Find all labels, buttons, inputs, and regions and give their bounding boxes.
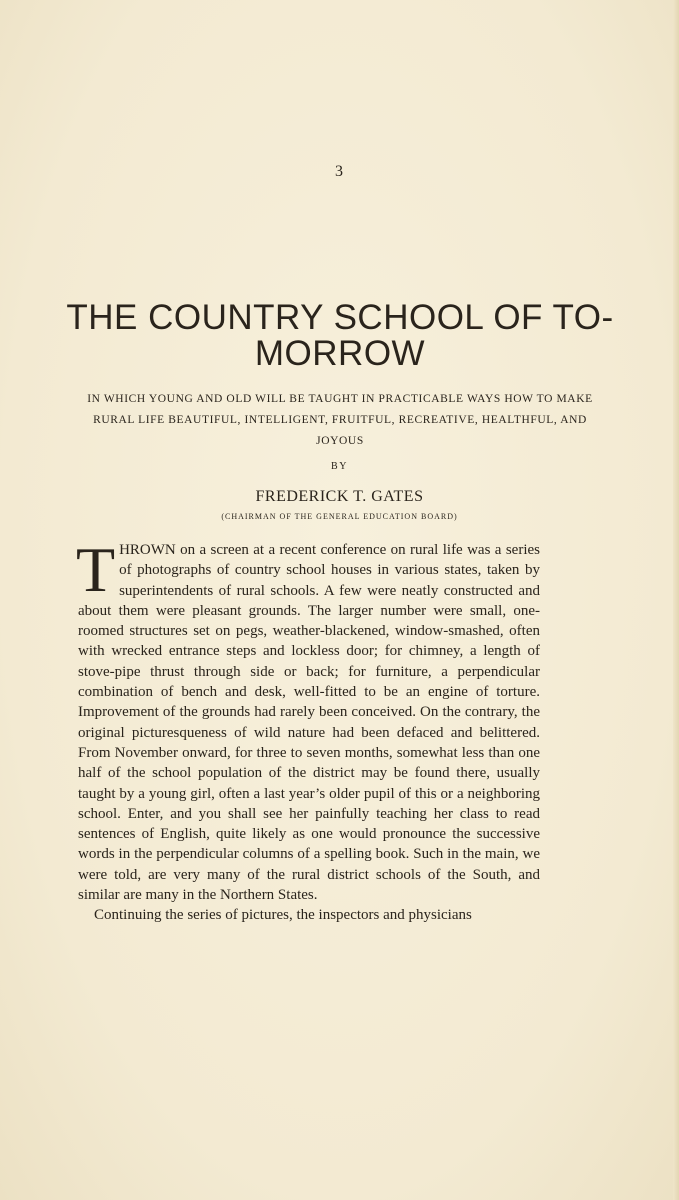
article-subtitle: IN WHICH YOUNG AND OLD WILL BE TAUGHT IN PRACTICABLE WAYS HOW TO MAKE RURAL LIFE BEAUTIFUL, INTELLIGENT, FRUITFUL, RECREATIVE, HEALTHFUL, AND JOYOUS [87, 393, 593, 447]
paragraph-2: Continuing the series of pictures, the inspectors and physicians [94, 907, 472, 924]
article-title: THE COUNTRY SCHOOL OF TO-MORROW [66, 298, 614, 373]
byline-label: BY [331, 461, 348, 472]
drop-cap: T [76, 534, 116, 605]
paragraph-1 [76, 534, 540, 905]
page-number: 3 [335, 163, 344, 180]
article-body [76, 534, 540, 926]
paragraph-1-text: HROWN on a screen at a recent conference on rural life was a series of photographs of country school houses in various states, taken by superintendents of rural schools. A few were neatly constructed and about them were pleasant grounds. The larger number were small, one-roomed structures set on pegs, weather-blackened, window-smashed, often with wrecked entrance steps and lockless door; for chimney, a length of stove-pipe thrust through side or back; for furniture, a perpendicular combination of bench and desk, well-fitted to be an engine of torture. Improvement of the grounds had rarely been conceived. On the contrary, the original picturesqueness of wild nature had been defaced and belittered. From November onward, for three to seven months, somewhat less than one half of the school population of the district may be found there, usually taught by a young girl, often a last year’s older pupil of this or a neighboring school. Enter, and you shall see her painfully teaching her class to read sentences of English, quite likely as one would pronounce the successive words in the perpendicular columns of a spelling book. Such in the main, we were told, are very many of the rural district schools of the South, and similar are many in the Northern States. [78, 542, 540, 904]
author-affiliation: (CHAIRMAN OF THE GENERAL EDUCATION BOARD) [221, 512, 458, 521]
author-name: FREDERICK T. GATES [255, 488, 424, 505]
